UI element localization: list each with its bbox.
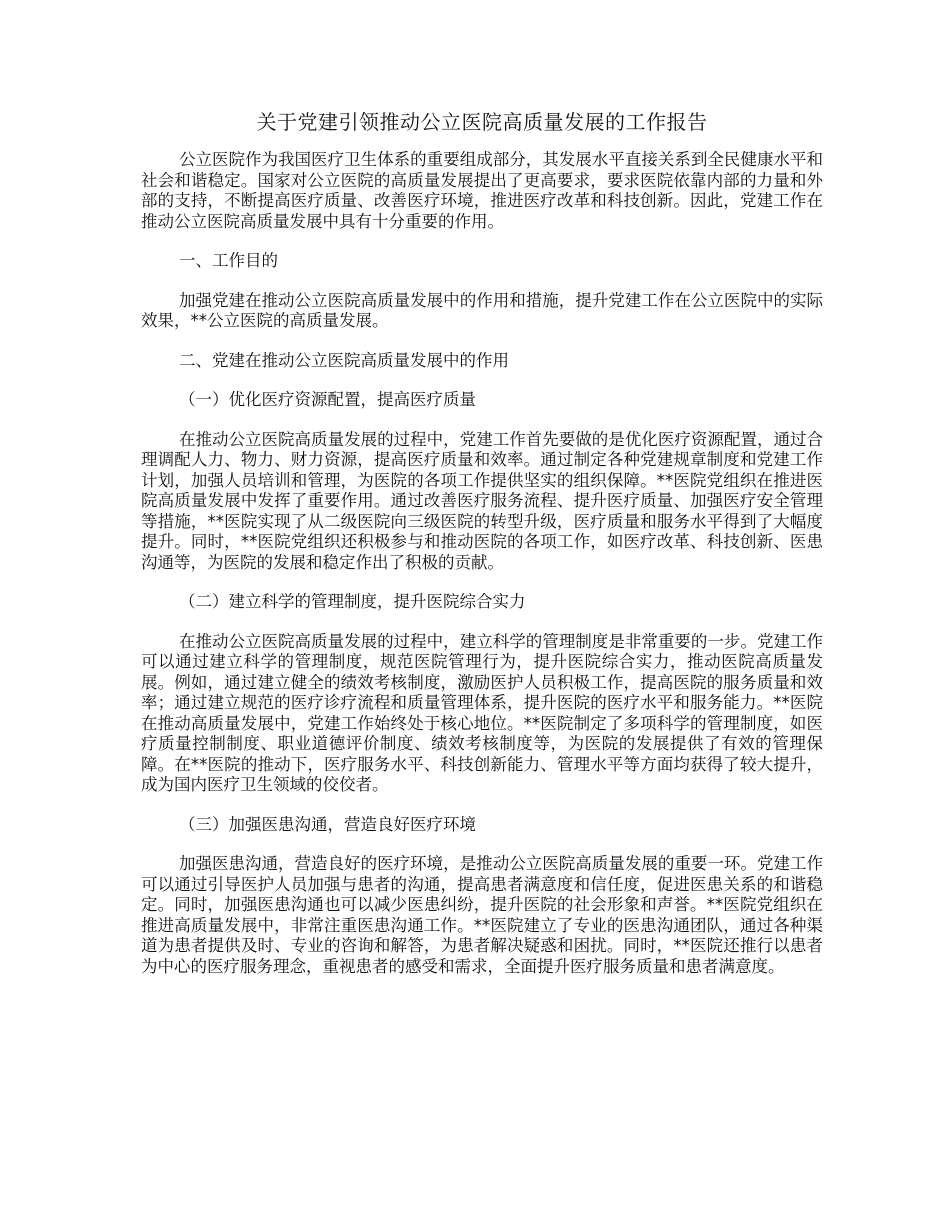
subsection-1-heading: （一）优化医疗资源配置，提高医疗质量 (178, 390, 476, 409)
section-2-heading: 二、党建在推动公立医院高质量发展中的作用 (178, 350, 509, 370)
section-1-heading: 一、工作目的 (178, 251, 278, 270)
document-page (141, 108, 823, 996)
subsection-2-body: 在推动公立医院高质量发展的过程中，建立科学的管理制度是非常重要的一步。党建工作可以通过建立科学的管理制度，规范医院管理行为，提升医院综合实力，推动医院高质量发展。例如，通过建立健全的绩效考核制度，激励医护人员积极工作，提高医院的服务质量和效率；通过建立规范的医疗诊疗流程和质量管理体系，提升医院的医疗水平和服务能力。**医院在推动高质量发展中，党建工作始终处于核心地位。**医院制定了多项科学的管理制度，如医疗质量控制制度、职业道德评价制度、绩效考核制度等，为医院的发展提供了有效的管理保障。在**医院的推动下，医疗服务水平、科技创新能力、管理水平等方面均获得了较大提升，成为国内医疗卫生领域的佼佼者。 (141, 631, 823, 794)
section-1-body: 加强党建在推动公立医院高质量发展中的作用和措施，提升党建工作在公立医院中的实际效果，**公立医院的高质量发展。 (141, 290, 823, 330)
subsection-2-heading: （二）建立科学的管理制度，提升医院综合实力 (178, 592, 526, 611)
intro-paragraph: 公立医院作为我国医疗卫生体系的重要组成部分，其发展水平直接关系到全民健康水平和社会和谐稳定。国家对公立医院的高质量发展提出了更高要求，要求医院依靠内部的力量和外部的支持，不断提高医疗质量、改善医疗环境，推进医疗改革和科技创新。因此，党建工作在推动公立医院高质量发展中具有十分重要的作用。 (141, 150, 823, 231)
document-title: 关于党建引领推动公立医院高质量发展的工作报告 (256, 110, 708, 134)
subsection-3-body: 加强医患沟通，营造良好的医疗环境，是推动公立医院高质量发展的重要一环。党建工作可以通过引导医护人员加强与患者的沟通，提高患者满意度和信任度，促进医患关系的和谐稳定。同时，加强医患沟通也可以减少医患纠纷，提升医院的社会形象和声誉。**医院党组织在推进高质量发展中，非常注重医患沟通工作。**医院建立了专业的医患沟通团队，通过各种渠道为患者提供及时、专业的咨询和解答，为患者解决疑惑和困扰。同时，**医院还推行以患者为中心的医疗服务理念，重视患者的感受和需求，全面提升医疗服务质量和患者满意度。 (141, 854, 823, 976)
subsection-3-heading: （三）加强医患沟通，营造良好医疗环境 (178, 814, 476, 834)
subsection-1-body: 在推动公立医院高质量发展的过程中，党建工作首先要做的是优化医疗资源配置，通过合理调配人力、物力、财力资源，提高医疗质量和效率。通过制定各种党建规章制度和党建工作计划，加强人员培训和管理，为医院的各项工作提供坚实的组织保障。**医院党组织在推进医院高质量发展中发挥了重要作用。通过改善医疗服务流程、提升医疗质量、加强医疗安全管理等措施，**医院实现了从二级医院向三级医院的转型升级，医疗质量和服务水平得到了大幅度提升。同时，**医院党组织还积极参与和推动医院的各项工作，如医疗改革、科技创新、医患沟通等，为医院的发展和稳定作出了积极的贡献。 (141, 429, 823, 572)
